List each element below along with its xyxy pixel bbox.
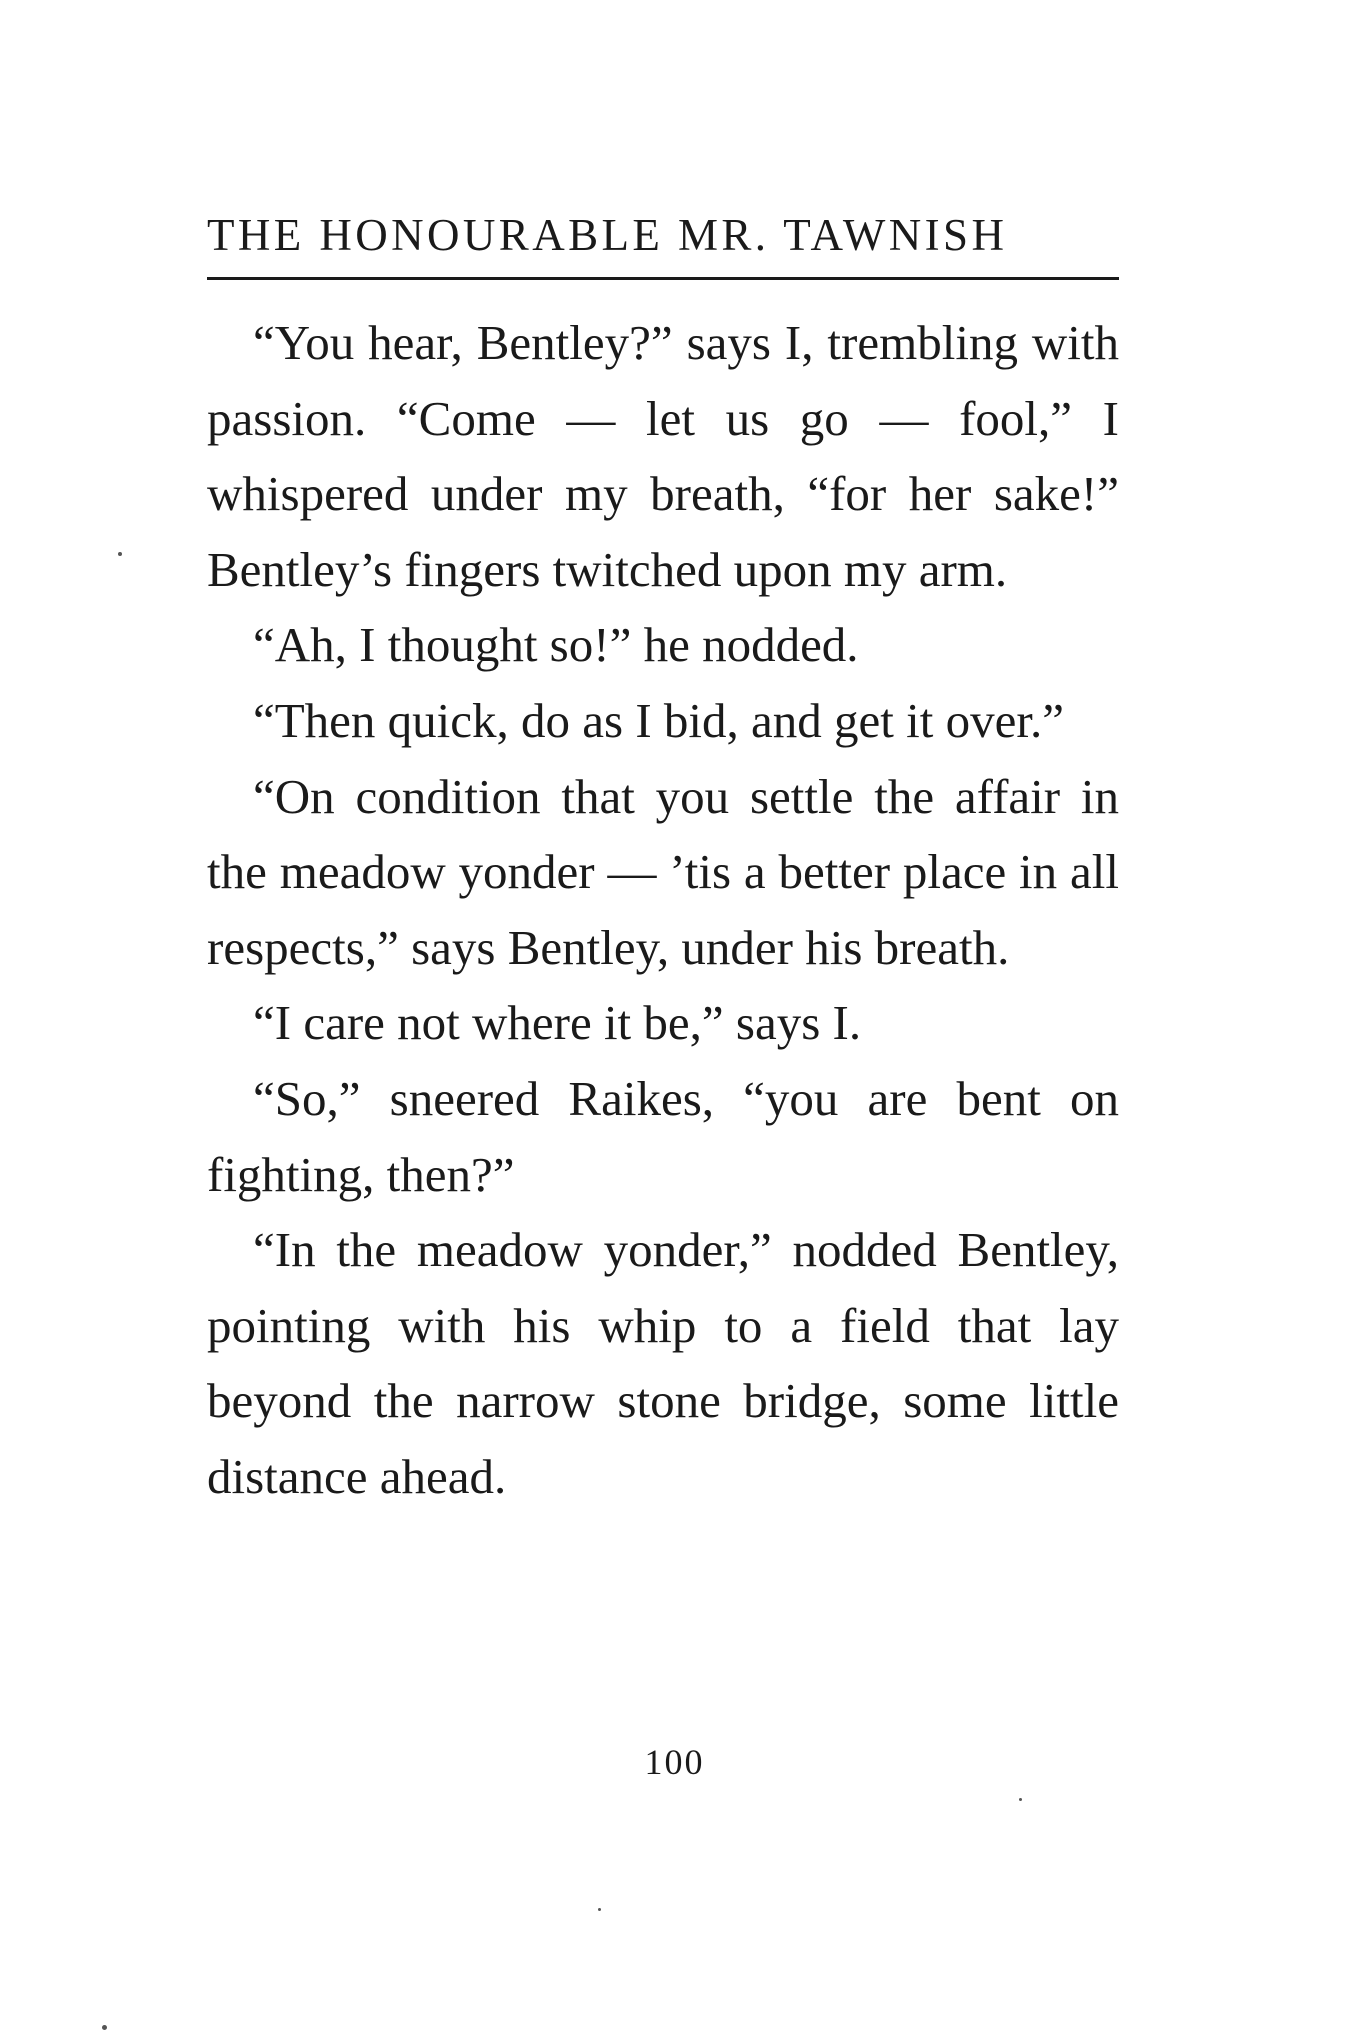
paragraph: “Ah, I thought so!” he nodded. [253,617,859,673]
paragraph: “Then quick, do as I bid, and get it over.” [253,692,1064,748]
paragraph: “On condition that you settle the affair in the meadow yonder — ’tis a better place in all respects,” says Bentley, under his breath. [207,768,1119,975]
page-number: 100 [644,1742,705,1782]
running-head: THE HONOURABLE MR. TAWNISH [207,210,1008,260]
paragraph: “You hear, Bentley?” says I, trembling with passion. “Come — let us go — fool,” I whispered under my breath, “for her sake!” Bentley’s fingers twitched upon my arm. [207,315,1119,597]
paragraph: “So,” sneered Raikes, “you are bent on fighting, then?” [207,1070,1119,1202]
body-text [207,305,1119,1515]
header-rule [207,277,1119,280]
paper-speck [102,2025,107,2030]
paragraph: “I care not where it be,” says I. [253,995,862,1051]
paper-speck [598,1908,601,1911]
paragraph: “In the meadow yonder,” nodded Bentley, pointing with his whip to a field that lay beyond the narrow stone bridge, some little distance ahead. [207,1222,1119,1504]
paper-speck [118,552,122,556]
paper-speck [1019,1798,1022,1801]
